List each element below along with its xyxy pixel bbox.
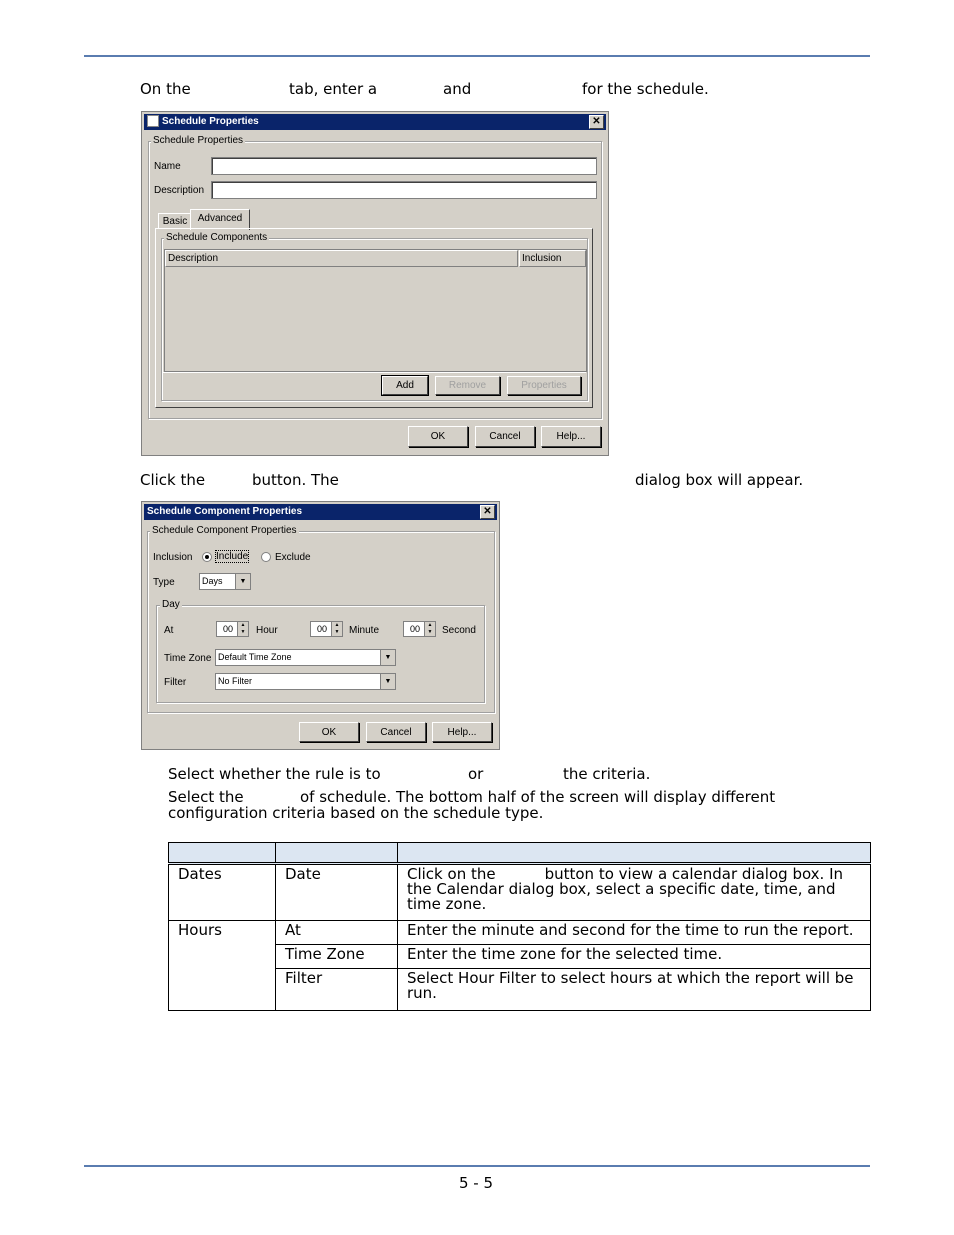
tab-advanced[interactable]: Advanced: [190, 209, 250, 230]
dialog-title-bar: [144, 114, 606, 130]
day-group-label: Day: [162, 599, 180, 610]
inclusion-text-2: or: [468, 765, 484, 783]
ok-button[interactable]: OK: [408, 426, 468, 447]
components-label: Schedule Components: [166, 232, 268, 243]
cell-description: [398, 864, 871, 921]
cell-field: At: [276, 921, 398, 945]
timezone-label: Time Zone: [164, 653, 212, 664]
include-radio[interactable]: [202, 552, 212, 562]
timezone-select[interactable]: [215, 649, 396, 666]
description-label: Description: [154, 185, 205, 196]
filter-value: No Filter: [218, 676, 253, 686]
name-input[interactable]: [211, 157, 597, 175]
page-number: 5 - 5: [459, 1174, 494, 1192]
exclude-radio[interactable]: [261, 552, 271, 562]
type-value: Days: [202, 576, 223, 586]
spin-arrows-icon: ▲ ▼: [331, 622, 342, 636]
properties-button[interactable]: Properties: [507, 376, 581, 395]
dialog-title: Schedule Properties: [162, 116, 259, 127]
inclusion-text-3: the criteria.: [563, 765, 651, 783]
inclusion-text-1: Select whether the rule is to: [168, 765, 381, 783]
close-button[interactable]: ✕: [480, 505, 495, 519]
include-label[interactable]: Include: [216, 551, 249, 562]
help-button[interactable]: Help...: [541, 426, 601, 447]
dates-desc-2: button to view a calendar dialog box. In the Calendar dialog box, select a specific date, time, and time zone.: [407, 865, 844, 913]
column-inclusion[interactable]: Inclusion: [519, 250, 586, 267]
intro-text-1: On the: [140, 80, 191, 98]
dialog2-title-bar: [144, 504, 497, 520]
header-cell-description: [398, 843, 871, 864]
remove-button[interactable]: Remove: [435, 376, 500, 395]
description-input[interactable]: [211, 181, 597, 199]
second-label: Second: [442, 625, 476, 636]
second-stepper[interactable]: [403, 621, 436, 637]
cell-type: Dates: [169, 864, 276, 921]
header-cell-type: [169, 843, 276, 864]
header-cell-field: [276, 843, 398, 864]
hour-value: 00: [223, 624, 234, 634]
hour-stepper[interactable]: [216, 621, 249, 637]
tab-basic[interactable]: Basic: [158, 213, 192, 229]
spin-arrows-icon: ▲ ▼: [237, 622, 248, 636]
list-divider: [162, 372, 586, 373]
type-text-2: of schedule. The bottom half of the screen will display different: [300, 788, 776, 806]
dialog2-title: Schedule Component Properties: [147, 506, 303, 517]
header-rule: [84, 55, 870, 57]
click-text-2: button. The: [252, 471, 339, 489]
component-group-label: Schedule Component Properties: [152, 525, 297, 536]
schedule-component-properties-dialog: [141, 501, 500, 750]
chevron-down-icon: ▼: [380, 674, 395, 689]
filter-select[interactable]: [215, 673, 396, 690]
minute-value: 00: [317, 624, 328, 634]
cell-type: Hours: [169, 921, 276, 1011]
dates-desc-1: Click on the: [407, 865, 496, 883]
intro-text-2: tab, enter a: [289, 80, 378, 98]
table-header-row: [169, 843, 871, 864]
intro-text-3: and: [443, 80, 472, 98]
cell-field: Date: [276, 864, 398, 921]
schedule-type-table: [168, 842, 871, 1011]
help-button[interactable]: Help...: [432, 722, 492, 742]
column-description[interactable]: Description: [165, 250, 518, 267]
minute-label: Minute: [349, 625, 380, 636]
inclusion-label: Inclusion: [153, 552, 193, 563]
click-text-1: Click the: [140, 471, 206, 489]
table-row: [169, 864, 871, 921]
name-label: Name: [154, 161, 181, 172]
chevron-down-icon: ▼: [380, 650, 395, 665]
close-button[interactable]: ✕: [589, 115, 604, 129]
add-button[interactable]: Add: [382, 376, 428, 395]
hour-label: Hour: [256, 625, 278, 636]
cancel-button[interactable]: Cancel: [475, 426, 535, 447]
components-list[interactable]: [164, 249, 587, 372]
exclude-label[interactable]: Exclude: [275, 552, 311, 563]
cell-description: Select Hour Filter to select hours at which the report will be run.: [398, 969, 871, 1011]
app-icon: [147, 115, 159, 127]
table-row: [169, 921, 871, 945]
ok-button[interactable]: OK: [299, 722, 359, 742]
timezone-value: Default Time Zone: [218, 652, 292, 662]
click-text-3: dialog box will appear.: [635, 471, 804, 489]
type-text-3: configuration criteria based on the schedule type.: [168, 804, 544, 822]
cell-description: Enter the minute and second for the time to run the report.: [398, 921, 871, 945]
chevron-down-icon: ▼: [235, 574, 250, 589]
footer-rule: [84, 1165, 870, 1167]
cell-field: Time Zone: [276, 945, 398, 969]
spin-arrows-icon: ▲ ▼: [424, 622, 435, 636]
type-label: Type: [153, 577, 175, 588]
type-text-1: Select the: [168, 788, 244, 806]
type-select[interactable]: [199, 573, 251, 590]
group-label: Schedule Properties: [153, 135, 244, 146]
filter-label: Filter: [164, 677, 187, 688]
cancel-button[interactable]: Cancel: [366, 722, 426, 742]
second-value: 00: [410, 624, 421, 634]
at-label: At: [164, 625, 174, 636]
cell-description: Enter the time zone for the selected time.: [398, 945, 871, 969]
cell-field: Filter: [276, 969, 398, 1011]
minute-stepper[interactable]: [310, 621, 343, 637]
schedule-properties-dialog: [141, 111, 609, 456]
intro-text-4: for the schedule.: [582, 80, 709, 98]
